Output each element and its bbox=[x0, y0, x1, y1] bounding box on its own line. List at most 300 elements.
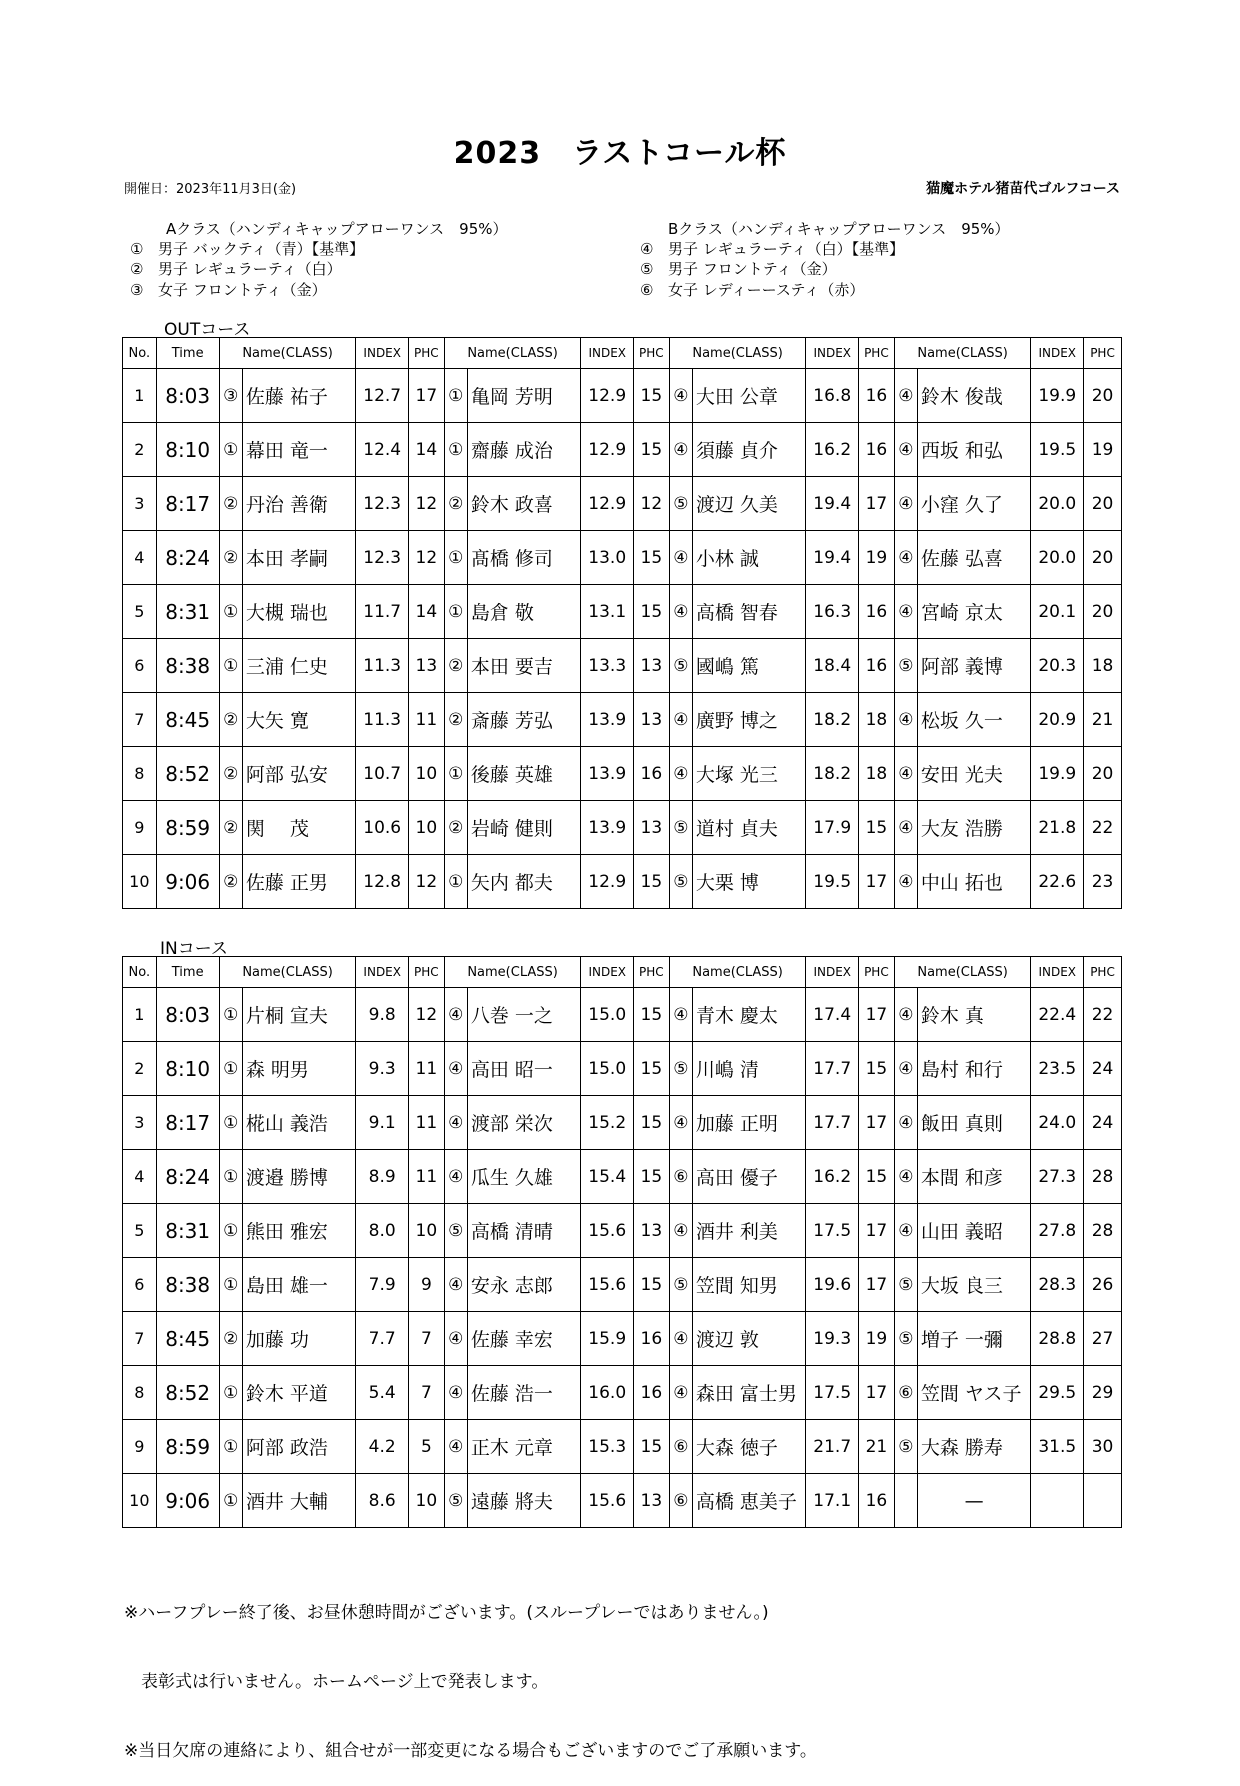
class-mark: ④ bbox=[669, 369, 692, 423]
player-name: 大田 公章 bbox=[692, 369, 806, 423]
header-index: INDEX bbox=[806, 957, 859, 988]
group-number: 9 bbox=[123, 801, 157, 855]
group-number: 10 bbox=[123, 855, 157, 909]
player-name: 佐藤 浩一 bbox=[467, 1366, 581, 1420]
player-index: 12.9 bbox=[581, 855, 634, 909]
tee-time: 8:10 bbox=[156, 1042, 219, 1096]
player-name: 笠間 ヤス子 bbox=[917, 1366, 1031, 1420]
player-index: 19.9 bbox=[1031, 369, 1084, 423]
player-phc: 29 bbox=[1084, 1366, 1122, 1420]
class-mark: ⑥ bbox=[669, 1150, 692, 1204]
class-mark: ④ bbox=[444, 1258, 467, 1312]
player-phc: 13 bbox=[634, 801, 670, 855]
player-index: 8.6 bbox=[356, 1474, 409, 1528]
class-mark: ② bbox=[219, 477, 242, 531]
note-line: ※ハーフプレー終了後、お昼休憩時間がございます。(スループレーではありません。) bbox=[124, 1603, 769, 1623]
table-row bbox=[123, 693, 1122, 747]
player-index: 5.4 bbox=[356, 1366, 409, 1420]
player-index: 13.1 bbox=[581, 585, 634, 639]
player-name: 小窪 久了 bbox=[917, 477, 1031, 531]
header-index: INDEX bbox=[806, 338, 859, 369]
player-phc: 18 bbox=[859, 693, 895, 747]
class-mark: ④ bbox=[894, 423, 917, 477]
header-name: Name(CLASS) bbox=[894, 957, 1031, 988]
player-phc: 15 bbox=[634, 1042, 670, 1096]
table-row bbox=[123, 1258, 1122, 1312]
player-name: 中山 拓也 bbox=[917, 855, 1031, 909]
class-a-item: ③ 女子 フロントティ（金） bbox=[130, 281, 327, 299]
player-index: 22.4 bbox=[1031, 988, 1084, 1042]
table-row bbox=[123, 369, 1122, 423]
header-index: INDEX bbox=[581, 338, 634, 369]
class-mark: ④ bbox=[894, 747, 917, 801]
player-phc: 11 bbox=[408, 1042, 444, 1096]
player-index: 17.5 bbox=[806, 1366, 859, 1420]
group-number: 10 bbox=[123, 1474, 157, 1528]
table-header-row bbox=[123, 957, 1122, 988]
class-mark: ④ bbox=[894, 855, 917, 909]
table-row bbox=[123, 1474, 1122, 1528]
player-index: 19.6 bbox=[806, 1258, 859, 1312]
player-name: 小林 誠 bbox=[692, 531, 806, 585]
header-index: INDEX bbox=[1031, 957, 1084, 988]
player-index: 31.5 bbox=[1031, 1420, 1084, 1474]
class-a-heading: Aクラス（ハンディキャップアローワンス 95%） bbox=[166, 220, 508, 238]
player-name: 加藤 功 bbox=[242, 1312, 356, 1366]
player-phc: 15 bbox=[859, 1042, 895, 1096]
player-name: 遠藤 將夫 bbox=[467, 1474, 581, 1528]
header-name: Name(CLASS) bbox=[219, 957, 356, 988]
table-row bbox=[123, 1312, 1122, 1366]
player-phc: 15 bbox=[634, 531, 670, 585]
player-index: 27.3 bbox=[1031, 1150, 1084, 1204]
player-phc: 17 bbox=[859, 1096, 895, 1150]
out-course-label: OUTコース bbox=[164, 320, 251, 340]
tee-time: 8:17 bbox=[156, 477, 219, 531]
class-mark: ① bbox=[219, 1042, 242, 1096]
class-mark: ⑥ bbox=[894, 1366, 917, 1420]
player-index: 13.9 bbox=[581, 693, 634, 747]
header-phc: PHC bbox=[1084, 957, 1122, 988]
in-course-label: INコース bbox=[160, 939, 228, 959]
player-name: 髙橋 修司 bbox=[467, 531, 581, 585]
header-name: Name(CLASS) bbox=[444, 338, 581, 369]
class-mark: ⑤ bbox=[669, 855, 692, 909]
player-name: 関 茂 bbox=[242, 801, 356, 855]
group-number: 7 bbox=[123, 693, 157, 747]
player-name: 渡部 栄次 bbox=[467, 1096, 581, 1150]
player-index: 19.4 bbox=[806, 477, 859, 531]
group-number: 3 bbox=[123, 1096, 157, 1150]
player-index: 22.6 bbox=[1031, 855, 1084, 909]
header-no: No. bbox=[123, 338, 157, 369]
player-name: 渡邉 勝博 bbox=[242, 1150, 356, 1204]
class-mark: ① bbox=[219, 1258, 242, 1312]
player-name: 鈴木 真 bbox=[917, 988, 1031, 1042]
player-phc: 30 bbox=[1084, 1420, 1122, 1474]
class-mark: ④ bbox=[444, 988, 467, 1042]
player-index: 13.0 bbox=[581, 531, 634, 585]
player-index: 7.7 bbox=[356, 1312, 409, 1366]
class-mark: ④ bbox=[444, 1366, 467, 1420]
player-phc: 5 bbox=[408, 1420, 444, 1474]
player-name: 森 明男 bbox=[242, 1042, 356, 1096]
player-phc: 13 bbox=[634, 693, 670, 747]
class-mark: ④ bbox=[894, 988, 917, 1042]
class-mark: ④ bbox=[894, 1150, 917, 1204]
class-b-item: ⑤ 男子 フロントティ（金） bbox=[640, 260, 837, 278]
player-name: 大友 浩勝 bbox=[917, 801, 1031, 855]
player-name: 本田 孝嗣 bbox=[242, 531, 356, 585]
group-number: 3 bbox=[123, 477, 157, 531]
player-name: 安田 光夫 bbox=[917, 747, 1031, 801]
class-mark: ⑤ bbox=[894, 1312, 917, 1366]
player-index: 7.9 bbox=[356, 1258, 409, 1312]
player-name: 後藤 英雄 bbox=[467, 747, 581, 801]
header-phc: PHC bbox=[408, 957, 444, 988]
class-mark: ① bbox=[219, 1096, 242, 1150]
header-phc: PHC bbox=[408, 338, 444, 369]
player-phc: 17 bbox=[408, 369, 444, 423]
player-name: 松坂 久一 bbox=[917, 693, 1031, 747]
player-phc: 21 bbox=[859, 1420, 895, 1474]
group-number: 1 bbox=[123, 988, 157, 1042]
player-name: 本田 要吉 bbox=[467, 639, 581, 693]
header-index: INDEX bbox=[1031, 338, 1084, 369]
player-name: 大槻 瑞也 bbox=[242, 585, 356, 639]
player-name: 鈴木 平道 bbox=[242, 1366, 356, 1420]
player-phc: 19 bbox=[859, 531, 895, 585]
player-index: 17.5 bbox=[806, 1204, 859, 1258]
class-mark: ④ bbox=[894, 531, 917, 585]
player-index: 9.8 bbox=[356, 988, 409, 1042]
player-index: 15.0 bbox=[581, 988, 634, 1042]
player-phc: 12 bbox=[408, 855, 444, 909]
tee-time: 8:38 bbox=[156, 639, 219, 693]
player-name: 阿部 義博 bbox=[917, 639, 1031, 693]
class-mark: ② bbox=[219, 1312, 242, 1366]
player-name: 道村 貞夫 bbox=[692, 801, 806, 855]
player-name: 大森 徳子 bbox=[692, 1420, 806, 1474]
player-index: 16.3 bbox=[806, 585, 859, 639]
player-name: 高橋 智春 bbox=[692, 585, 806, 639]
player-phc: 15 bbox=[634, 1096, 670, 1150]
class-mark: ⑤ bbox=[669, 1042, 692, 1096]
group-number: 8 bbox=[123, 747, 157, 801]
tee-time: 8:31 bbox=[156, 1204, 219, 1258]
player-index: 20.0 bbox=[1031, 477, 1084, 531]
group-number: 6 bbox=[123, 639, 157, 693]
player-name: 島田 雄一 bbox=[242, 1258, 356, 1312]
player-phc: 16 bbox=[634, 1312, 670, 1366]
class-a-item: ② 男子 レギュラーティ（白） bbox=[130, 260, 342, 278]
class-mark: ④ bbox=[894, 801, 917, 855]
player-index: 21.7 bbox=[806, 1420, 859, 1474]
header-index: INDEX bbox=[356, 957, 409, 988]
class-mark: ⑤ bbox=[669, 1258, 692, 1312]
group-number: 5 bbox=[123, 1204, 157, 1258]
class-mark: ④ bbox=[669, 988, 692, 1042]
venue-name: 猫魔ホテル猪苗代ゴルフコース bbox=[926, 181, 1120, 197]
player-index: 11.3 bbox=[356, 639, 409, 693]
group-number: 7 bbox=[123, 1312, 157, 1366]
player-name: 岩崎 健則 bbox=[467, 801, 581, 855]
table-row bbox=[123, 531, 1122, 585]
player-name: 八巻 一之 bbox=[467, 988, 581, 1042]
tee-time: 8:03 bbox=[156, 988, 219, 1042]
table-row bbox=[123, 988, 1122, 1042]
group-number: 5 bbox=[123, 585, 157, 639]
player-name: 高田 優子 bbox=[692, 1150, 806, 1204]
player-name: 酒井 利美 bbox=[692, 1204, 806, 1258]
group-number: 9 bbox=[123, 1420, 157, 1474]
header-no: No. bbox=[123, 957, 157, 988]
player-phc: 28 bbox=[1084, 1204, 1122, 1258]
class-mark: ② bbox=[444, 639, 467, 693]
player-name: 川嶋 清 bbox=[692, 1042, 806, 1096]
player-index: 12.8 bbox=[356, 855, 409, 909]
player-phc: 20 bbox=[1084, 531, 1122, 585]
table-row bbox=[123, 1150, 1122, 1204]
class-mark: ④ bbox=[669, 423, 692, 477]
player-name: 西坂 和弘 bbox=[917, 423, 1031, 477]
player-index: 17.7 bbox=[806, 1096, 859, 1150]
group-number: 4 bbox=[123, 1150, 157, 1204]
player-phc: 15 bbox=[634, 1150, 670, 1204]
player-index: 17.7 bbox=[806, 1042, 859, 1096]
player-phc: 17 bbox=[859, 988, 895, 1042]
class-mark: ④ bbox=[444, 1420, 467, 1474]
player-phc: 15 bbox=[634, 1258, 670, 1312]
player-index: 19.3 bbox=[806, 1312, 859, 1366]
player-name: 大森 勝寿 bbox=[917, 1420, 1031, 1474]
player-index: 18.2 bbox=[806, 747, 859, 801]
class-mark: ② bbox=[219, 747, 242, 801]
class-mark: ④ bbox=[894, 693, 917, 747]
player-name: 島倉 敬 bbox=[467, 585, 581, 639]
tee-time: 8:31 bbox=[156, 585, 219, 639]
class-mark: ④ bbox=[669, 693, 692, 747]
tee-time: 9:06 bbox=[156, 855, 219, 909]
class-mark: ④ bbox=[894, 369, 917, 423]
player-name: 須藤 貞介 bbox=[692, 423, 806, 477]
tee-time: 8:17 bbox=[156, 1096, 219, 1150]
player-name: 宮崎 京太 bbox=[917, 585, 1031, 639]
player-index: 15.9 bbox=[581, 1312, 634, 1366]
player-index: 18.2 bbox=[806, 693, 859, 747]
player-index: 12.9 bbox=[581, 477, 634, 531]
tee-time: 8:24 bbox=[156, 1150, 219, 1204]
in-course-table bbox=[122, 956, 1122, 1528]
player-name: 大栗 博 bbox=[692, 855, 806, 909]
player-name: 酒井 大輔 bbox=[242, 1474, 356, 1528]
group-number: 2 bbox=[123, 423, 157, 477]
player-index: 15.0 bbox=[581, 1042, 634, 1096]
player-phc: 11 bbox=[408, 693, 444, 747]
player-index bbox=[1031, 1474, 1084, 1528]
player-index: 19.5 bbox=[806, 855, 859, 909]
header-phc: PHC bbox=[634, 338, 670, 369]
class-a-item: ① 男子 バックティ（青）【基準】 bbox=[130, 240, 365, 258]
player-name: 亀岡 芳明 bbox=[467, 369, 581, 423]
class-b-item: ⑥ 女子 レディーースティ（赤） bbox=[640, 281, 865, 299]
table-row bbox=[123, 855, 1122, 909]
class-mark: ④ bbox=[894, 477, 917, 531]
player-index: 9.1 bbox=[356, 1096, 409, 1150]
player-phc: 15 bbox=[634, 585, 670, 639]
player-phc: 17 bbox=[859, 855, 895, 909]
player-name: 幕田 竜一 bbox=[242, 423, 356, 477]
player-index: 13.9 bbox=[581, 801, 634, 855]
table-row bbox=[123, 1420, 1122, 1474]
table-row bbox=[123, 423, 1122, 477]
player-phc: 20 bbox=[1084, 369, 1122, 423]
player-index: 13.9 bbox=[581, 747, 634, 801]
player-index: 8.0 bbox=[356, 1204, 409, 1258]
player-phc: 10 bbox=[408, 1474, 444, 1528]
player-name: 高橋 恵美子 bbox=[692, 1474, 806, 1528]
player-phc: 23 bbox=[1084, 855, 1122, 909]
table-header-row bbox=[123, 338, 1122, 369]
class-mark: ④ bbox=[669, 1366, 692, 1420]
class-mark bbox=[894, 1474, 917, 1528]
header-phc: PHC bbox=[634, 957, 670, 988]
tee-time: 8:38 bbox=[156, 1258, 219, 1312]
class-b-item: ④ 男子 レギュラーティ（白）【基準】 bbox=[640, 240, 905, 258]
player-index: 15.6 bbox=[581, 1204, 634, 1258]
class-mark: ④ bbox=[669, 585, 692, 639]
player-index: 23.5 bbox=[1031, 1042, 1084, 1096]
tee-time: 8:45 bbox=[156, 1312, 219, 1366]
player-index: 10.7 bbox=[356, 747, 409, 801]
table-row bbox=[123, 1204, 1122, 1258]
player-index: 12.9 bbox=[581, 369, 634, 423]
player-phc: 13 bbox=[408, 639, 444, 693]
group-number: 2 bbox=[123, 1042, 157, 1096]
player-phc: 15 bbox=[634, 855, 670, 909]
player-index: 15.6 bbox=[581, 1258, 634, 1312]
player-index: 15.2 bbox=[581, 1096, 634, 1150]
player-index: 10.6 bbox=[356, 801, 409, 855]
class-mark: ④ bbox=[894, 1096, 917, 1150]
class-mark: ① bbox=[219, 1150, 242, 1204]
player-phc: 20 bbox=[1084, 477, 1122, 531]
player-index: 20.9 bbox=[1031, 693, 1084, 747]
player-name: 齋藤 成治 bbox=[467, 423, 581, 477]
player-name: 椛山 義浩 bbox=[242, 1096, 356, 1150]
class-mark: ② bbox=[219, 855, 242, 909]
event-date: 開催日：2023年11月3日(金) bbox=[124, 182, 297, 197]
class-mark: ① bbox=[219, 585, 242, 639]
player-index: 15.6 bbox=[581, 1474, 634, 1528]
class-mark: ④ bbox=[894, 1042, 917, 1096]
player-name: 阿部 政浩 bbox=[242, 1420, 356, 1474]
player-index: 19.5 bbox=[1031, 423, 1084, 477]
class-mark: ⑤ bbox=[669, 477, 692, 531]
class-mark: ① bbox=[219, 639, 242, 693]
class-mark: ① bbox=[219, 1420, 242, 1474]
player-name: 熊田 雅宏 bbox=[242, 1204, 356, 1258]
class-mark: ② bbox=[444, 477, 467, 531]
player-phc: 12 bbox=[408, 531, 444, 585]
class-mark: ④ bbox=[444, 1042, 467, 1096]
class-mark: ④ bbox=[444, 1096, 467, 1150]
player-index: 8.9 bbox=[356, 1150, 409, 1204]
player-index: 20.0 bbox=[1031, 531, 1084, 585]
player-phc: 12 bbox=[408, 988, 444, 1042]
player-name: 山田 義昭 bbox=[917, 1204, 1031, 1258]
player-name: 安永 志郎 bbox=[467, 1258, 581, 1312]
class-mark: ⑤ bbox=[894, 1258, 917, 1312]
table-row bbox=[123, 1366, 1122, 1420]
player-name: 瓜生 久雄 bbox=[467, 1150, 581, 1204]
tee-time: 8:03 bbox=[156, 369, 219, 423]
note-line: 表彰式は行いません。ホームページ上で発表します。 bbox=[124, 1672, 549, 1692]
class-mark: ⑥ bbox=[669, 1474, 692, 1528]
player-name: 大矢 寛 bbox=[242, 693, 356, 747]
tee-time: 8:10 bbox=[156, 423, 219, 477]
player-name: 正木 元章 bbox=[467, 1420, 581, 1474]
player-index: 4.2 bbox=[356, 1420, 409, 1474]
tee-time: 8:59 bbox=[156, 1420, 219, 1474]
player-index: 29.5 bbox=[1031, 1366, 1084, 1420]
tee-time: 8:24 bbox=[156, 531, 219, 585]
player-phc: 21 bbox=[1084, 693, 1122, 747]
class-mark: ① bbox=[219, 988, 242, 1042]
class-mark: ② bbox=[219, 801, 242, 855]
class-mark: ④ bbox=[669, 747, 692, 801]
table-row bbox=[123, 801, 1122, 855]
table-row bbox=[123, 1096, 1122, 1150]
player-name: 斎藤 芳弘 bbox=[467, 693, 581, 747]
player-phc: 18 bbox=[859, 747, 895, 801]
header-name: Name(CLASS) bbox=[444, 957, 581, 988]
player-name: 増子 一彌 bbox=[917, 1312, 1031, 1366]
tee-time: 8:59 bbox=[156, 801, 219, 855]
player-phc: 16 bbox=[634, 747, 670, 801]
tee-time: 8:52 bbox=[156, 747, 219, 801]
class-mark: ① bbox=[219, 1204, 242, 1258]
player-phc: 7 bbox=[408, 1312, 444, 1366]
player-name: 佐藤 祐子 bbox=[242, 369, 356, 423]
player-name: 丹治 善衛 bbox=[242, 477, 356, 531]
player-phc: 16 bbox=[859, 585, 895, 639]
player-name: 廣野 博之 bbox=[692, 693, 806, 747]
player-name: 佐藤 正男 bbox=[242, 855, 356, 909]
player-name: 渡辺 久美 bbox=[692, 477, 806, 531]
player-phc: 16 bbox=[634, 1366, 670, 1420]
tee-time: 8:45 bbox=[156, 693, 219, 747]
header-time: Time bbox=[156, 957, 219, 988]
header-phc: PHC bbox=[1084, 338, 1122, 369]
class-mark: ⑤ bbox=[894, 1420, 917, 1474]
class-mark: ① bbox=[219, 423, 242, 477]
class-mark: ⑤ bbox=[669, 639, 692, 693]
page-title: 2023 ラストコール杯 bbox=[453, 136, 787, 171]
player-phc: 24 bbox=[1084, 1042, 1122, 1096]
player-phc: 14 bbox=[408, 423, 444, 477]
player-phc: 15 bbox=[859, 801, 895, 855]
player-phc: 11 bbox=[408, 1150, 444, 1204]
player-index: 21.8 bbox=[1031, 801, 1084, 855]
group-number: 1 bbox=[123, 369, 157, 423]
player-phc: 16 bbox=[859, 369, 895, 423]
player-phc: 16 bbox=[859, 423, 895, 477]
class-mark: ④ bbox=[669, 1204, 692, 1258]
player-name: 佐藤 幸宏 bbox=[467, 1312, 581, 1366]
class-mark: ① bbox=[444, 855, 467, 909]
class-mark: ⑤ bbox=[894, 639, 917, 693]
